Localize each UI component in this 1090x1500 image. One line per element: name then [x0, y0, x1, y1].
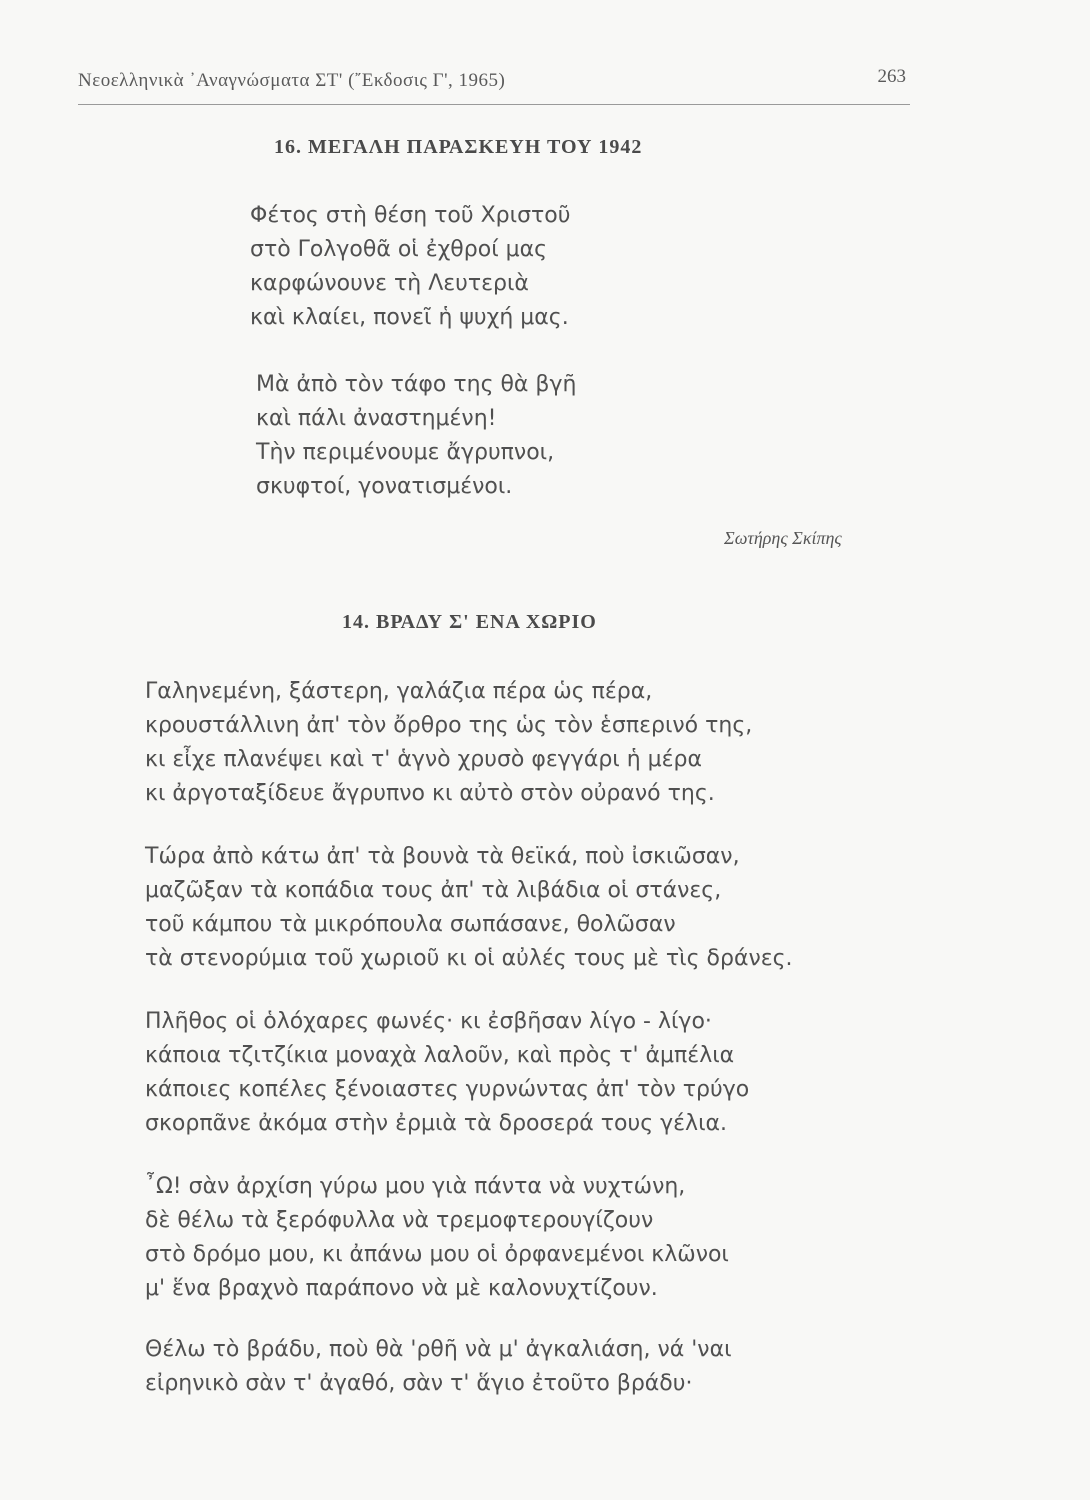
verse-line: κάποια τζιτζίκια μοναχὰ λαλοῦν, καὶ πρὸς τ' ἀμπέλια: [145, 1043, 735, 1068]
verse-line: Φέτος στὴ θέση τοῦ Χριστοῦ: [250, 203, 571, 228]
verse-line: Τώρα ἀπὸ κάτω ἀπ' τὰ βουνὰ τὰ θεϊκά, ποὺ ἰσκιῶσαν,: [145, 844, 740, 869]
verse-line: ῏Ω! σὰν ἀρχίση γύρω μου γιὰ πάντα νὰ νυχτώνη,: [145, 1174, 686, 1199]
poem-2-stanza-5: [145, 1333, 732, 1401]
poem-2-stanza-3: [145, 1005, 749, 1141]
poem-2-stanza-4: [145, 1170, 729, 1306]
poem-1-body: [250, 199, 570, 335]
verse-line: καρφώνουνε τὴ Λευτεριὰ: [250, 271, 529, 296]
verse-line: μ' ἕνα βραχνὸ παράπονο νὰ μὲ καλονυχτίζουν.: [145, 1276, 658, 1301]
verse-line: κρουστάλλινη ἀπ' τὸν ὄρθρο της ὡς τὸν ἑσπερινό της,: [145, 713, 753, 738]
verse-line: εἰρηνικὸ σὰν τ' ἀγαθό, σὰν τ' ἅγιο ἐτοῦτο βράδυ·: [145, 1371, 693, 1396]
verse-line: Γαληνεμένη, ξάστερη, γαλάζια πέρα ὡς πέρα,: [145, 679, 653, 704]
verse-line: καὶ πάλι ἀναστημένη!: [256, 406, 497, 431]
verse-line: Θέλω τὸ βράδυ, ποὺ θὰ 'ρθῆ νὰ μ' ἀγκαλιάση, νά 'ναι: [145, 1337, 732, 1362]
verse-line: μαζῶξαν τὰ κοπάδια τους ἀπ' τὰ λιβάδια οἱ στάνες,: [145, 878, 722, 903]
poem-1-stanza: [250, 199, 570, 335]
verse-line: σκυφτοί, γονατισμένοι.: [256, 474, 513, 499]
verse-line: Τὴν περιμένουμε ἄγρυπνοι,: [256, 440, 555, 465]
verse-line: κάποιες κοπέλες ξένοιαστες γυρνώντας ἀπ' τὸν τρύγο: [145, 1077, 750, 1102]
poem-2-stanza-2: [145, 840, 793, 976]
poem-2-stanza-1: [145, 675, 752, 811]
verse-line: κι εἶχε πλανέψει καὶ τ' ἁγνὸ χρυσὸ φεγγάρι ἡ μέρα: [145, 747, 703, 772]
poem-1-stanza: [256, 368, 576, 504]
poem-1-body-2: [256, 368, 576, 504]
poem-1-heading: 16. ΜΕΓΑΛΗ ΠΑΡΑΣΚΕΥΗ ΤΟΥ 1942: [274, 136, 643, 158]
verse-line: δὲ θέλω τὰ ξερόφυλλα νὰ τρεμοφτερουγίζουν: [145, 1208, 654, 1233]
verse-line: σκορπᾶνε ἀκόμα στὴν ἐρμιὰ τὰ δροσερά τους γέλια.: [145, 1111, 728, 1136]
verse-line: Πλῆθος οἱ ὁλόχαρες φωνές· κι ἐσβῆσαν λίγο - λίγο·: [145, 1009, 712, 1034]
verse-line: στὸ δρόμο μου, κι ἀπάνω μου οἱ ὀρφανεμένοι κλῶνοι: [145, 1242, 729, 1267]
page-number: 263: [877, 66, 906, 87]
verse-line: Μὰ ἀπὸ τὸν τάφο της θὰ βγῆ: [256, 372, 577, 397]
verse-line: στὸ Γολγοθᾶ οἱ ἐχθροί μας: [250, 237, 548, 262]
poem-2-heading: 14. ΒΡΑΔΥ Σ' ΕΝΑ ΧΩΡΙΟ: [342, 611, 597, 633]
verse-line: τοῦ κάμπου τὰ μικρόπουλα σωπάσανε, θολῶσαν: [145, 912, 676, 937]
verse-line: καὶ κλαίει, πονεῖ ἡ ψυχή μας.: [250, 305, 569, 330]
verse-line: τὰ στενορύμια τοῦ χωριοῦ κι οἱ αὐλές τους μὲ τὶς δράνες.: [145, 946, 793, 971]
verse-line: κι ἀργοταξίδευε ἄγρυπνο κι αὐτὸ στὸν οὐρανό της.: [145, 781, 715, 806]
running-header: [78, 66, 910, 105]
poem-1-author: Σωτήρης Σκίπης: [724, 528, 842, 548]
header-title: Νεοελληνικὰ ᾿Αναγνώσματα ΣΤ' (῎Εκδοσις Γ', 1965): [78, 70, 506, 91]
